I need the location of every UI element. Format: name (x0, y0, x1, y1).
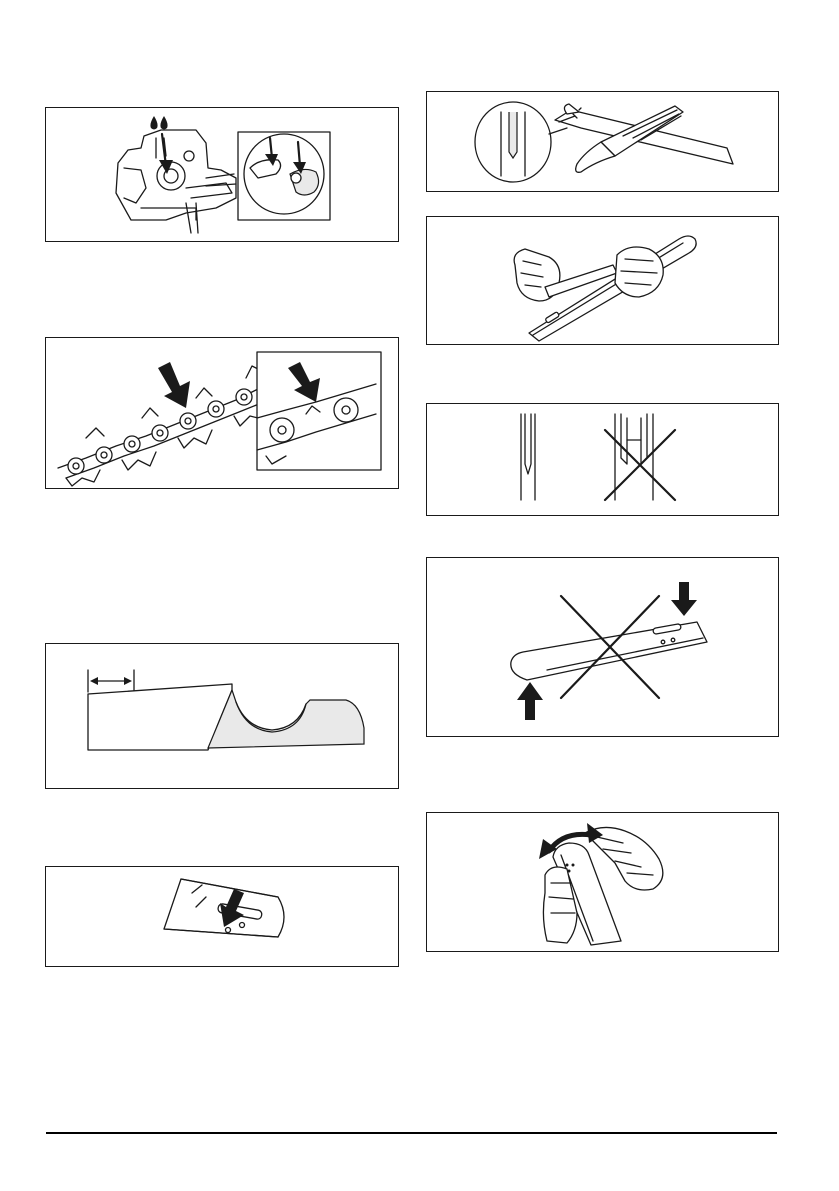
bar-turning-illustration (427, 813, 780, 953)
fig-bar-uneven-wear (426, 557, 779, 737)
fig-depth-gauge (45, 643, 399, 789)
bar-burr-filing-illustration (427, 217, 780, 346)
fig-chain-drive-links (45, 337, 399, 489)
bar-groove-file-illustration (427, 92, 780, 193)
fig-bar-turning (426, 812, 779, 952)
fig-bar-burr-filing (426, 216, 779, 345)
fig-bar-lubrication (45, 107, 399, 242)
fig-groove-wear-check (426, 403, 779, 516)
fig-bar-groove-file (426, 91, 779, 192)
oil-drop-lubrication-illustration (46, 108, 400, 243)
footer-rule (46, 1132, 777, 1134)
bar-oil-hole-illustration (46, 867, 400, 968)
chain-drive-link-illustration (46, 338, 400, 490)
groove-wear-check-illustration (427, 404, 780, 517)
cutter-depth-gauge-illustration (46, 644, 400, 790)
bar-uneven-wear-illustration (427, 558, 780, 738)
fig-bar-oil-hole (45, 866, 399, 967)
